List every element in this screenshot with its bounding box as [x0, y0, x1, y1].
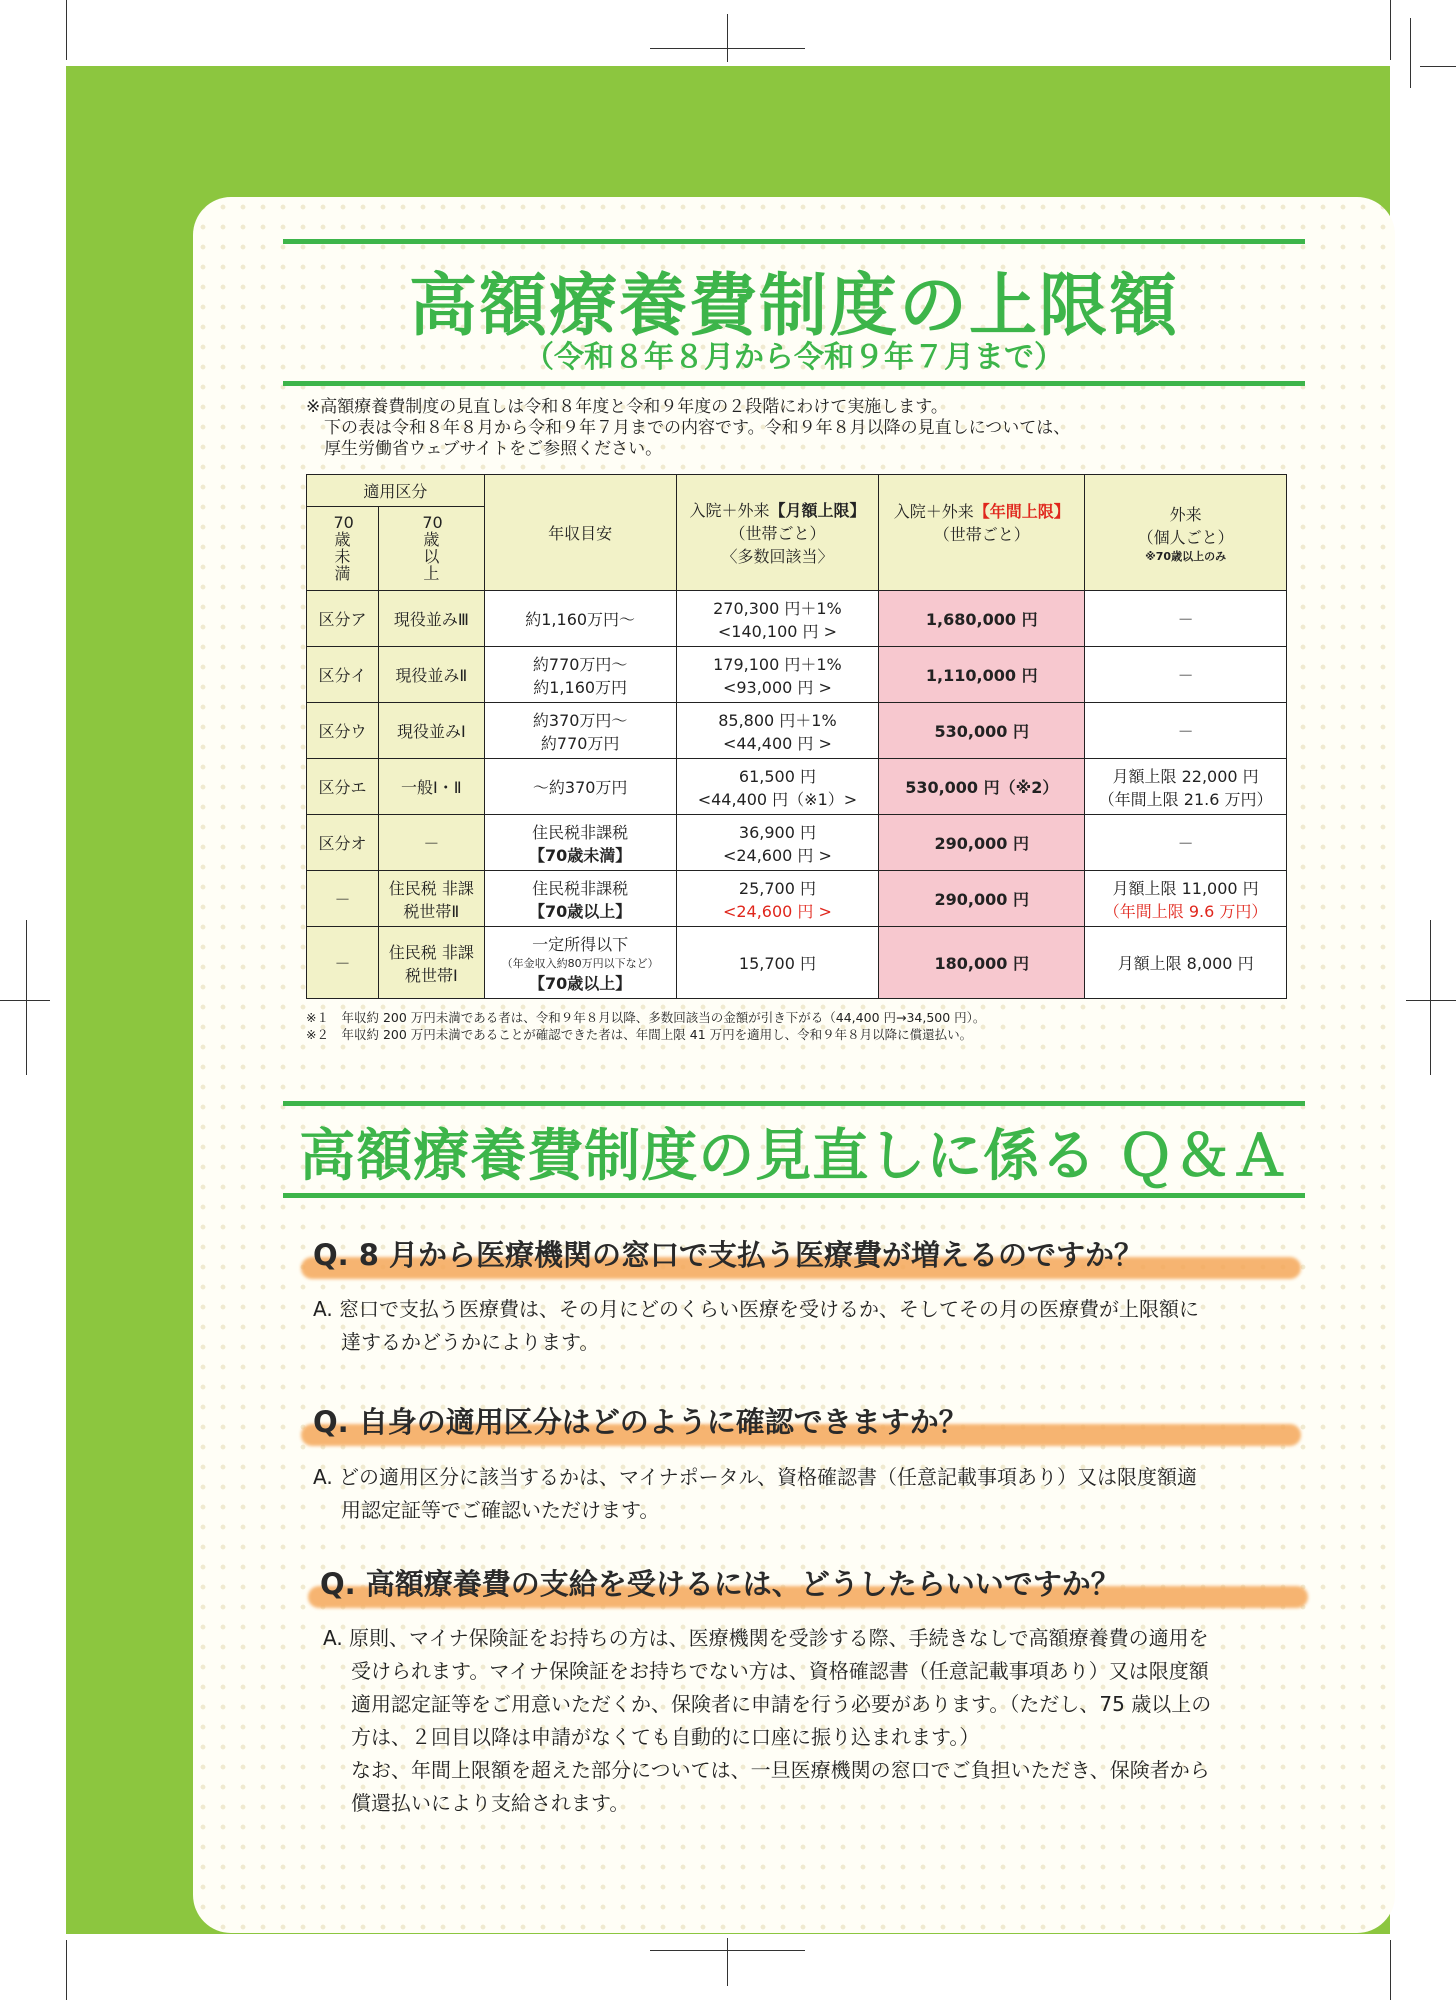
cell-o70: 一般Ⅰ・Ⅱ: [378, 759, 484, 815]
cell-monthly: 15,700 円: [676, 927, 879, 999]
cell-annual: 290,000 円: [879, 815, 1085, 871]
cell-monthly: [676, 591, 879, 647]
cell-o70: 住民税 非課税世帯Ⅱ: [378, 871, 484, 927]
crop-mark: [1406, 1000, 1456, 1001]
crop-mark: [727, 1938, 728, 1986]
cell-o70: 現役並みⅡ: [378, 647, 484, 703]
cell-u70: 区分エ: [307, 759, 379, 815]
cell-text: <44,400 円 >: [722, 733, 832, 753]
cell-u70: 区分イ: [307, 647, 379, 703]
cell-text: 月額上限 22,000 円: [1112, 766, 1259, 786]
header-text: ※70歳以上のみ: [1145, 549, 1227, 563]
header-over70: [378, 507, 484, 591]
cell-outpatient: －: [1085, 815, 1287, 871]
cell-income: [484, 871, 676, 927]
cell-u70: 区分ウ: [307, 703, 379, 759]
cell-text: <44,400 円（※1）>: [697, 789, 858, 809]
header-category: 適用区分: [307, 475, 485, 507]
cell-text: <24,600 円 >: [722, 901, 832, 921]
answer-line: 方は、２回目以降は申請がなくても自動的に口座に振り込まれます。）: [351, 1725, 980, 1749]
cell-o70: 住民税 非課税世帯Ⅰ: [378, 927, 484, 999]
header-text: 入院＋外来: [689, 501, 770, 520]
cell-outpatient: －: [1085, 591, 1287, 647]
cell-annual: 180,000 円: [879, 927, 1085, 999]
crop-mark: [1390, 1940, 1391, 2000]
cell-text: （年間上限 9.6 万円）: [1103, 901, 1268, 921]
cell-text: 約770万円～: [532, 654, 628, 674]
cell-text: 36,900 円: [738, 822, 816, 842]
cell-text: （年間上限 21.6 万円）: [1098, 789, 1273, 809]
table-row: [307, 591, 1287, 647]
cell-annual: 290,000 円: [879, 871, 1085, 927]
cell-text: 一定所得以下: [532, 934, 629, 954]
answer-line: A. 窓口で支払う医療費は、その月にどのくらい医療を受けるか、そしてその月の医療費が上限額に: [313, 1297, 1200, 1321]
header-outpatient: [1085, 475, 1287, 591]
cell-income: [484, 647, 676, 703]
intro-note-line: 厚生労働省ウェブサイトをご参照ください。: [324, 439, 663, 459]
title-rule-top: [283, 239, 1305, 244]
cell-monthly: [676, 703, 879, 759]
page-subtitle: （令和８年８月から令和９年７月まで）: [524, 340, 1064, 375]
cell-income: [484, 927, 676, 999]
footnote: ※１ 年収約 200 万円未満である者は、令和９年８月以降、多数回該当の金額が引き下がる（44,400 円→34,500 円）。: [306, 1010, 986, 1025]
header-text: （世帯ごと）: [933, 524, 1030, 544]
cell-text: 85,800 円＋1%: [718, 710, 837, 730]
cell-text: （年金収入約80万円以下など）: [501, 956, 659, 970]
answer-line: なお、年間上限額を超えた部分については、一旦医療機関の窓口でご負担いただき、保険者から: [351, 1758, 1210, 1782]
cell-u70: －: [307, 927, 379, 999]
cell-text: 179,100 円＋1%: [713, 654, 842, 674]
table-row: [307, 815, 1287, 871]
cell-o70: 現役並みⅠ: [378, 703, 484, 759]
cell-monthly: [676, 759, 879, 815]
question-1: Q. 8 月から医療機関の窓口で支払う医療費が増えるのですか？: [313, 1238, 1144, 1272]
crop-mark: [66, 0, 67, 60]
title-rule-bottom: [283, 381, 1305, 386]
intro-note: [306, 397, 1266, 460]
header-text: 【年間上限】: [973, 501, 1070, 521]
answer-line: A. どの適用区分に該当するかは、マイナポータル、資格確認書（任意記載事項あり）又は限度額適: [313, 1465, 1198, 1489]
cell-text: 約770万円: [540, 733, 620, 753]
cell-text: 270,300 円＋1%: [713, 598, 842, 618]
crop-mark: [1430, 920, 1431, 1075]
cell-text: 約1,160万円: [533, 677, 628, 697]
crop-mark: [26, 920, 27, 1075]
answer-line: 達するかどうかによります。: [341, 1330, 600, 1354]
header-text: （世帯ごと）: [729, 524, 826, 543]
cell-text: 【70歳以上】: [529, 901, 632, 921]
cell-annual: 1,110,000 円: [879, 647, 1085, 703]
cell-u70: 区分オ: [307, 815, 379, 871]
crop-mark: [650, 1950, 805, 1951]
header-annual: [879, 475, 1085, 591]
answer-1: [313, 1293, 1293, 1359]
cell-outpatient: [1085, 871, 1287, 927]
cell-u70: －: [307, 871, 379, 927]
question-2: Q. 自身の適用区分はどのように確認できますか？: [313, 1405, 968, 1439]
header-text: 【月額上限】: [769, 501, 866, 520]
cell-annual: 530,000 円: [879, 703, 1085, 759]
question-3: Q. 高額療養費の支給を受けるには、どうしたらいいですか？: [320, 1567, 1120, 1601]
cell-monthly: [676, 871, 879, 927]
cell-u70: 区分ア: [307, 591, 379, 647]
answer-line: 償還払いにより支給されます。: [351, 1791, 630, 1815]
header-monthly: [676, 475, 879, 591]
cell-outpatient: 月額上限 8,000 円: [1085, 927, 1287, 999]
cell-income: [484, 815, 676, 871]
cell-text: 住民税非課税: [532, 878, 629, 898]
answer-line: 受けられます。マイナ保険証をお持ちでない方は、資格確認書（任意記載事項あり）又は限度額: [351, 1659, 1209, 1683]
qa-title: 高額療養費制度の見直しに係る Ｑ＆Ａ: [299, 1124, 1289, 1189]
crop-mark: [0, 1000, 50, 1001]
answer-line: 適用認定証等をご用意いただくか、保険者に申請を行う必要があります。（ただし、75 歳以上の: [351, 1692, 1212, 1716]
crop-mark: [650, 48, 805, 49]
cell-o70: 現役並みⅢ: [378, 591, 484, 647]
table-row: [307, 647, 1287, 703]
answer-2: [313, 1461, 1293, 1527]
intro-note-line: 下の表は令和８年８月から令和９年７月までの内容です。令和９年８月以降の見直しについては、: [324, 418, 1071, 438]
crop-mark: [1390, 0, 1391, 60]
cell-text: 【70歳以上】: [529, 973, 632, 993]
fee-limit-table: [306, 474, 1287, 999]
cell-text: 【70歳未満】: [529, 845, 632, 865]
crop-mark: [1410, 18, 1411, 88]
cell-annual: 1,680,000 円: [879, 591, 1085, 647]
cell-annual: 530,000 円（※2）: [879, 759, 1085, 815]
cell-outpatient: －: [1085, 647, 1287, 703]
cell-income: [484, 591, 676, 647]
green-frame: [66, 66, 1390, 1934]
cell-text: 住民税非課税: [532, 822, 629, 842]
table-row: [307, 703, 1287, 759]
header-text: 入院＋外来: [893, 501, 974, 521]
answer-line: A. 原則、マイナ保険証をお持ちの方は、医療機関を受診する際、手続きなしで高額療養費の適用を: [323, 1626, 1209, 1650]
cell-text: 61,500 円: [738, 766, 816, 786]
cell-o70: －: [378, 815, 484, 871]
cell-text: <140,100 円 >: [717, 621, 838, 641]
intro-note-line: ※高額療養費制度の見直しは令和８年度と令和９年度の２段階にわけて実施します。: [306, 397, 948, 417]
table-row: [307, 759, 1287, 815]
page-title: 高額療養費制度の上限額: [408, 267, 1179, 346]
cell-outpatient: [1085, 759, 1287, 815]
cell-text: <24,600 円 >: [722, 845, 832, 865]
header-text: 外来: [1169, 504, 1202, 524]
crop-mark: [66, 1940, 67, 2000]
crop-mark: [727, 14, 728, 62]
answer-3: [323, 1622, 1303, 1820]
header-income: 年収目安: [484, 475, 676, 591]
header-text: 70歳以上: [422, 513, 443, 583]
footnote: ※２ 年収約 200 万円未満であることが確認できた者は、年間上限 41 万円を適用し、令和９年８月以降に償還払い。: [306, 1027, 973, 1042]
crop-mark: [1420, 66, 1456, 67]
cell-text: <93,000 円 >: [722, 677, 832, 697]
header-text: 〈多数回該当〉: [721, 547, 834, 566]
cell-monthly: [676, 647, 879, 703]
answer-line: 用認定証等でご確認いただけます。: [341, 1498, 660, 1522]
cell-income: [484, 703, 676, 759]
cell-text: 月額上限 11,000 円: [1112, 878, 1259, 898]
table-row: [307, 871, 1287, 927]
cell-text: ～約370万円: [532, 778, 628, 797]
cell-text: 約370万円～: [532, 710, 628, 730]
cell-text: 約1,160万円～: [525, 610, 636, 629]
header-under70: [307, 507, 379, 591]
footnotes: [306, 1009, 985, 1043]
cell-income: [484, 759, 676, 815]
header-text: （個人ごと）: [1137, 527, 1234, 547]
qa-rule-bottom: [283, 1193, 1305, 1198]
cell-text: 25,700 円: [738, 878, 816, 898]
content-panel: [193, 197, 1395, 1933]
cell-outpatient: －: [1085, 703, 1287, 759]
table-row: [307, 927, 1287, 999]
qa-rule-top: [283, 1101, 1305, 1106]
cell-monthly: [676, 815, 879, 871]
header-text: 70歳未満: [333, 513, 354, 583]
